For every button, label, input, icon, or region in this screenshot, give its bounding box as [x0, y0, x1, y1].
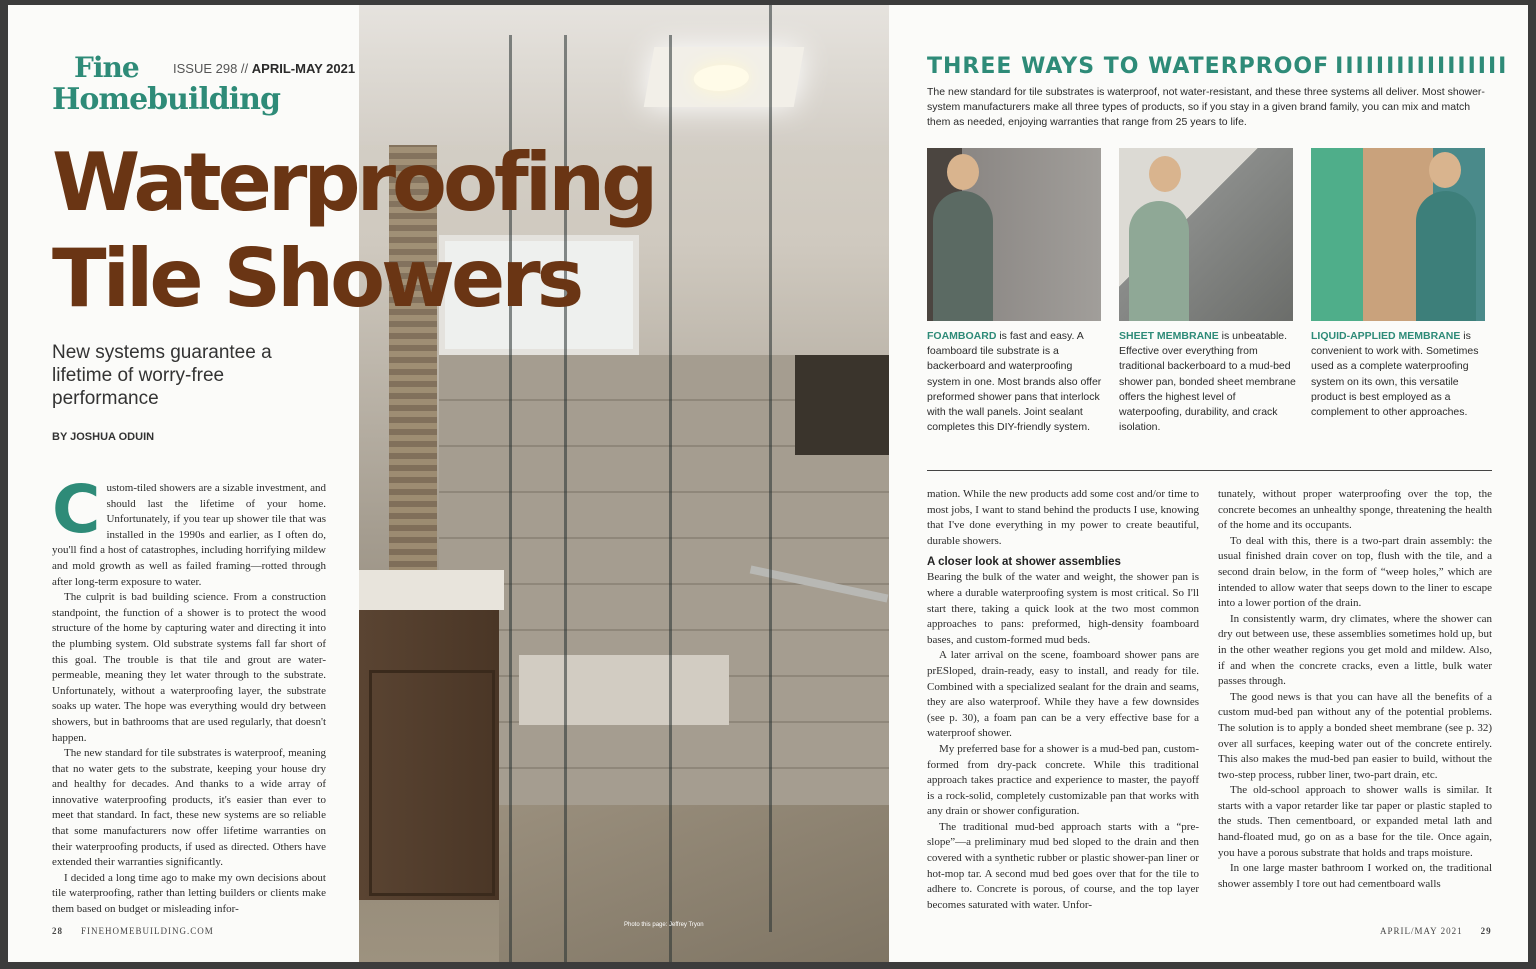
issue-date: APRIL-MAY 2021 — [251, 61, 356, 76]
article-title — [52, 135, 654, 327]
sidebar-intro: The new standard for tile substrates is waterproof, not water-resistant, and these three systems all deliver. Most shower-system manufacturers make all three types of products, so if you stay in a given brand family, you can mix and match them as needed, enjoying warranties that range from 25 years to life. — [927, 86, 1485, 128]
magazine-spread — [8, 5, 1528, 962]
right-folio — [1380, 925, 1492, 937]
shower-niche — [795, 355, 889, 455]
photo-credit: Photo this page: Jeffrey Tryon — [624, 922, 704, 928]
paragraph: The good news is that you can have all the benefits of a custom mud-bed pan without any of the potential problems. The solution is to apply a bonded sheet membrane (see p. 32) over all surfaces, keeping water out of the concrete entirely. This also makes the mud-bed pan easier to build, without the two-step process, rubber liner, two-part drain, etc. — [1218, 690, 1492, 781]
folio-date: APRIL/MAY 2021 — [1380, 926, 1463, 936]
ceiling — [359, 5, 889, 145]
page-number: 29 — [1480, 926, 1492, 936]
liquid-membrane-photo — [1311, 148, 1485, 321]
method-name: LIQUID-APPLIED MEMBRANE — [1311, 330, 1461, 342]
method-name: SHEET MEMBRANE — [1119, 330, 1219, 342]
left-body-column — [52, 471, 326, 918]
glass-edge — [769, 5, 772, 932]
caption-liquid-membrane — [1311, 329, 1489, 420]
paragraph: In consistently warm, dry climates, where the shower can dry out between use, these assemblies sometimes hold up, but in the other weather regions you get mold and mildew. Also, if and when the concrete cracks, even a little, bulk water passes through. — [1218, 612, 1492, 688]
vanity-counter — [359, 570, 504, 610]
paragraph: A later arrival on the scene, foamboard shower pans are prESloped, drain-ready, easy to install, and ready for tile. Combined with a specialized sealant for the drain and seams, they are also waterproof. While they have a few downsides (see p. 30), a foam pan can be a very effective base for a waterproof shower. — [927, 649, 1199, 740]
method-name: FOAMBOARD — [927, 330, 997, 342]
foamboard-photo — [927, 148, 1101, 321]
issue-number: ISSUE 298 // — [173, 61, 249, 76]
paragraph: mation. While the new products add some cost and/or time to most jobs, I want to stand behind the products I use, knowing that I've done everything in my power to create beautiful, durable showers. — [927, 488, 1199, 547]
sidebar-heading — [927, 53, 1508, 81]
paragraph: To deal with this, there is a two-part drain assembly: the usual finished drain cover on top, flush with the tile, and a second drain below, in the form of “weep holes,” which are intended to allow water that seeps down to the liner to escape into a lower portion of the drain. — [1218, 534, 1492, 610]
tile-floor — [499, 805, 889, 962]
paragraph: In one large master bathroom I worked on, the traditional shower assembly I tore out had cementboard walls — [1218, 862, 1492, 890]
caption-sheet-membrane — [1119, 329, 1297, 435]
paragraph: The old-school approach to shower walls is similar. It starts with a vapor retarder like tar paper or plastic stapled to the studs. Then cementboard, or expanded metal lath and hand-floated mud, go on as a base for the tile. Once again, you have a porous substrate that holds and traps moisture. — [1218, 784, 1492, 859]
sheet-membrane-photo — [1119, 148, 1293, 321]
method-text: is convenient to work with. Sometimes used as a complete waterproofing system on its own, this versatile product is best employed as a complement to other approaches. — [1311, 330, 1479, 419]
page-number: 28 — [52, 926, 63, 936]
heading-bars: IIIIIIIIIIIIIIIII — [1335, 54, 1509, 79]
left-folio — [52, 925, 214, 937]
logo-line: Homebuilding — [52, 82, 280, 117]
divider — [927, 470, 1492, 471]
right-body-column-1 — [927, 487, 1199, 913]
site-url: FINEHOMEBUILDING.COM — [81, 926, 214, 936]
paragraph: The traditional mud-bed approach starts with a “pre-slope”—a preliminary mud bed sloped to the drain and then covered with a synthetic rubber or plastic shower-pan liner or hot-mop tar. A second mud bed goes over that for the tile to adhere to. Concrete is porous, of course, and the top layer becomes saturated with water. Unfor- — [927, 820, 1199, 911]
right-body-column-2 — [1218, 487, 1492, 892]
method-text: is unbeatable. Effective over everything from traditional backerboard to a mud-bed shower pan, bonded sheet membrane offers the highest level of waterpoofing, durability, and crack isolation. — [1119, 330, 1296, 434]
ceiling-light — [644, 47, 805, 107]
issue-line — [173, 61, 355, 77]
shower-bench — [519, 655, 729, 725]
article-dek: New systems guarantee a lifetime of worry-free performance — [52, 342, 272, 409]
subhead: A closer look at shower assemblies — [927, 556, 1121, 569]
paragraph: The new standard for tile substrates is waterproof, meaning that no water gets to the substrate, keeping your house dry and healthy for decades. And thanks to a wide array of innovative waterproofing products, it's easier than ever to meet that standard. In fact, these new systems are so reliable that some manufacturers now offer lifetime warranties on their waterproofing products, if used as directed. Others have extended their warranties significantly. — [52, 747, 326, 869]
paragraph: My preferred base for a shower is a mud-bed pan, custom-formed from dry-pack concrete. While this traditional approach takes practice and experience to master, the payoff is a rock-solid, completely customizable pan that works with any drain or shower configuration. — [927, 742, 1199, 818]
logo-line: Fine — [74, 51, 139, 84]
title-line: Waterproofing — [52, 136, 655, 229]
paragraph: I decided a long time ago to make my own decisions about tile waterproofing, rather than letting builders or clients make them based on budget or misleading infor- — [52, 871, 326, 916]
caption-foamboard — [927, 329, 1105, 435]
byline: BY JOSHUA ODUIN — [52, 431, 155, 443]
paragraph: ustom-tiled showers are a sizable investment, and should last the lifetime of your home. Unfortunately, if you tear up shower tile that was installed in the 1990s and earlier, as I often do, you'll find a host of catastrophes, including horrifying mildew and mold growth as well as failed framing—rotted through after long-term exposure to water. — [52, 482, 326, 588]
paragraph: tunately, without proper waterproofing over the top, the concrete becomes an unhealthy sponge, threatening the health of the home and its occupants. — [1218, 488, 1492, 532]
paragraph: The culprit is bad building science. From a construction standpoint, the function of a shower is to protect the wood structure of the home by capturing water and directing it into the plumbing system. Old substrate systems fall far short of this goal. The trouble is that tile and grout are water-permeable, meaning they let water through to the substrate. Unfortunately, without a waterproofing layer, the substrate soaks up water. The hope was everything would dry between showers, but in bathrooms that are used regularly, that doesn't happen. — [52, 591, 326, 744]
method-text: is fast and easy. A foamboard tile substrate is a backerboard and waterproofing system in one. Most brands also offer preformed shower pans that interlock with the wall panels. Joint sealant completes this DIY-friendly system. — [927, 330, 1102, 434]
glass-edge — [669, 35, 672, 962]
paragraph: Bearing the bulk of the water and weight, the shower pan is where a durable waterproofing system is most critical. So I'll start there, taking a quick look at the two most common approaches to pans: preformed, high-density foamboard bases, and custom-formed mud beds. — [927, 571, 1199, 646]
title-line: Tile Showers — [52, 232, 581, 325]
heading-text: THREE WAYS TO WATERPROOF — [927, 54, 1330, 79]
vanity-cabinet — [359, 610, 499, 900]
drop-cap: C — [52, 471, 101, 548]
